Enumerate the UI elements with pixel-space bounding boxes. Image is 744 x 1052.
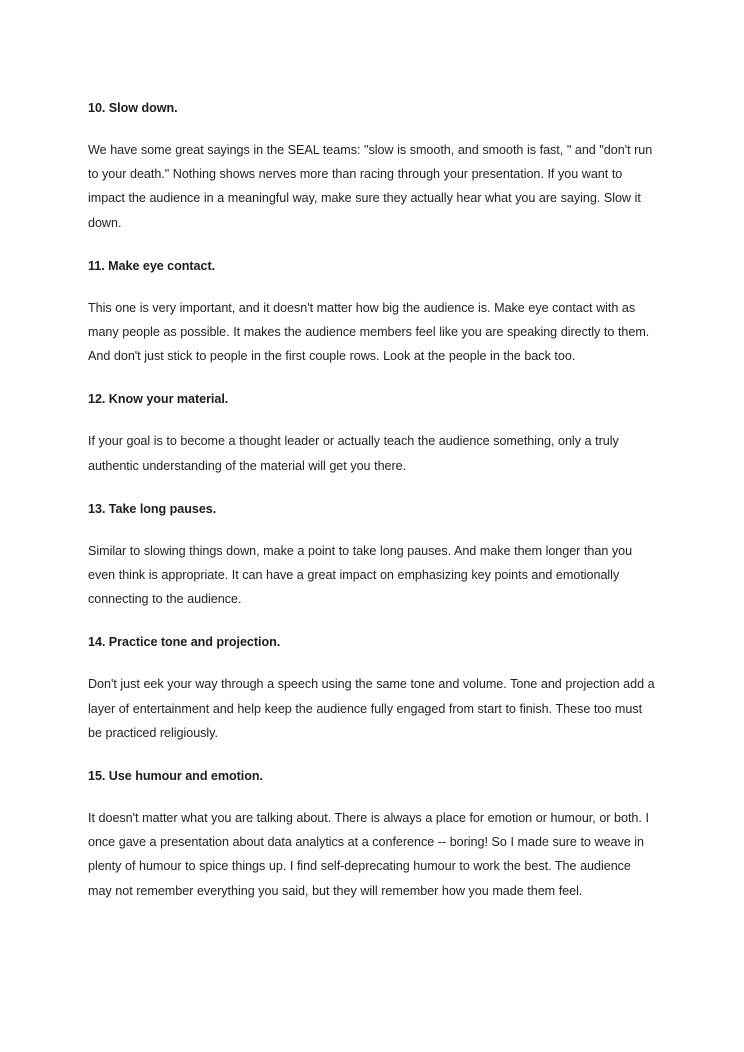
spacer [88,411,656,429]
spacer [88,611,656,630]
spacer [88,368,656,387]
section-make-eye-contact [88,254,656,369]
section-know-your-material [88,387,656,477]
section-heading: 10. Slow down. [88,101,178,115]
spacer [88,788,656,806]
section-paragraph: If your goal is to become a thought leader or actually teach the audience something, only a truly authentic understanding of the material will get you there. [88,434,619,473]
section-heading: 11. Make eye contact. [88,258,216,273]
section-heading: 12. Know your material. [88,392,229,407]
spacer [88,654,656,672]
document-body [88,96,656,903]
section-heading: 13. Take long pauses. [88,501,217,516]
section-paragraph: It doesn't matter what you are talking about. There is always a place for emotion or humour, or both. I once gave a presentation about data analytics at a conference -- boring! So I made sure to weave in plenty of humour to spice things up. I find self-deprecating humour to work the best. The audience may not remember everything you said, but they will remember how you made them feel. [88,811,649,898]
section-use-humour-and-emotion [88,764,656,903]
section-paragraph: Don't just eek your way through a speech using the same tone and volume. Tone and projection add a layer of entertainment and help keep the audience fully engaged from start to finish. These too must be practiced religiously. [88,677,655,740]
section-paragraph: This one is very important, and it doesn't matter how big the audience is. Make eye contact with as many people as possible. It makes the audience members feel like you are speaking directly to them. And don't just stick to people in the first couple rows. Look at the people in the back too. [88,300,650,364]
section-heading: 15. Use humour and emotion. [88,769,263,784]
section-take-long-pauses [88,497,656,612]
section-paragraph: Similar to slowing things down, make a point to take long pauses. And make them longer than you even think is appropriate. It can have a great impact on emphasizing key points and emotionally connecting to the audience. [88,543,633,607]
section-slow-down [88,96,656,235]
section-heading: 14. Practice tone and projection. [88,635,281,650]
spacer [88,120,656,138]
spacer [88,521,656,539]
spacer [88,235,656,254]
section-practice-tone-and-projection [88,630,656,745]
section-paragraph: We have some great sayings in the SEAL teams: "slow is smooth, and smooth is fast, " and "don't run to your death." Nothing shows nerves more than racing through your presentation. If you want to impact the audience in a meaningful way, make sure they actually hear what you are saying. Slow it down. [88,143,653,230]
spacer [88,745,656,764]
spacer [88,278,656,296]
spacer [88,478,656,497]
